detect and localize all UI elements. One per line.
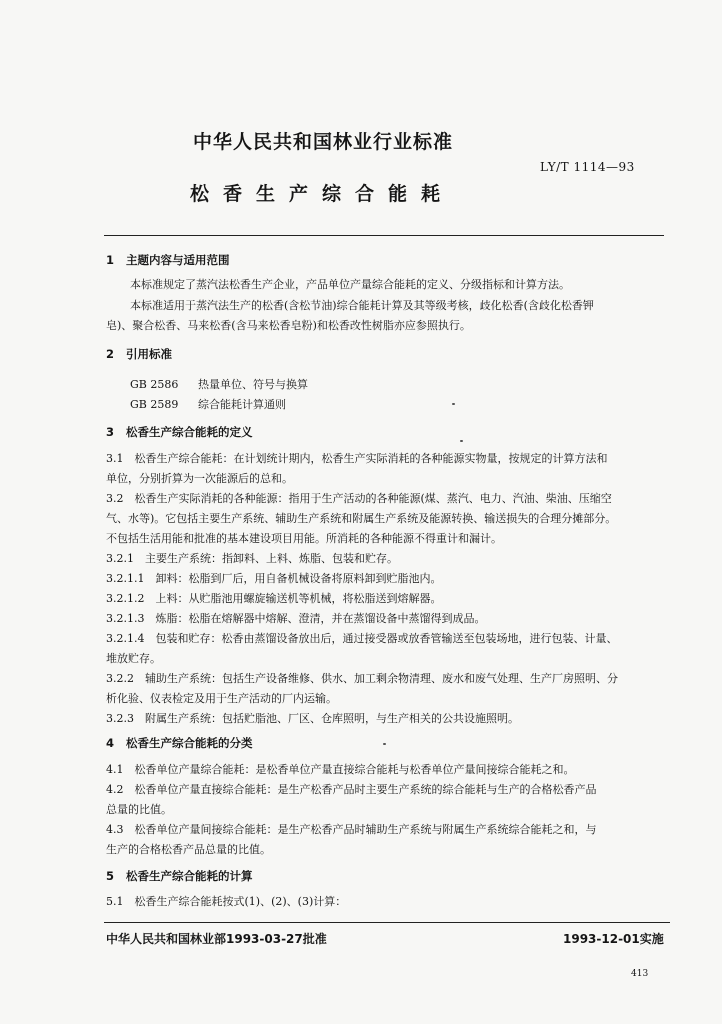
document-title: 松香生产综合能耗	[190, 183, 455, 205]
clause-text: 3.2.2 辅助生产系统：包括生产设备维修、供水、加工剩余物清理、废水和废气处理、生产厂房照明、分	[106, 672, 618, 685]
clause-text: 3.2.1.1 卸料：松脂到厂后，用自备机械设备将原料卸到贮脂池内。	[106, 572, 442, 585]
scan-speck	[460, 440, 463, 442]
section-number: 4	[106, 736, 115, 750]
clause-text: 3.2 松香生产实际消耗的各种能源：指用于生产活动的各种能源(煤、蒸汽、电力、汽油、柴油、压缩空	[106, 492, 612, 505]
standard-code: LY/T 1114—93	[540, 160, 635, 174]
reference-code: GB 2589	[130, 398, 179, 411]
section-number: 3	[106, 425, 115, 439]
paragraph: 本标准适用于蒸汽法生产的松香(含松节油)综合能耗计算及其等级考核，歧化松香(含歧化松香钾	[130, 299, 594, 312]
clause-text: 3.2.1.3 炼脂：松脂在熔解器中熔解、澄清，并在蒸馏设备中蒸馏得到成品。	[106, 612, 486, 625]
section-number: 2	[106, 347, 115, 361]
section-5-heading	[106, 868, 253, 884]
page-number: 413	[631, 969, 649, 979]
section-4-heading	[106, 735, 253, 751]
section-3-heading	[106, 424, 253, 440]
section-title: 主题内容与适用范围	[126, 253, 230, 267]
standard-name: 中华人民共和国林业行业标准	[193, 131, 454, 153]
clause-text: 3.2.1.4 包装和贮存：松香由蒸馏设备放出后，通过接受器或放香管输送至包装场地，进行包装、计量、	[106, 632, 618, 645]
scan-speck	[452, 403, 455, 405]
section-2-heading	[106, 346, 172, 362]
clause-text: 3.2.1 主要生产系统：指卸料、上料、炼脂、包装和贮存。	[106, 552, 398, 565]
clause-text: 堆放贮存。	[106, 652, 161, 665]
section-title: 松香生产综合能耗的定义	[126, 425, 253, 439]
paragraph: 本标准规定了蒸汽法松香生产企业，产品单位产量综合能耗的定义、分级指标和计算方法。	[130, 278, 570, 291]
clause-text: 4.3 松香单位产量间接综合能耗：是生产松香产品时辅助生产系统与附属生产系统综合能耗之和，与	[106, 823, 597, 836]
reference-item	[130, 396, 286, 412]
section-title: 松香生产综合能耗的计算	[126, 869, 253, 883]
reference-code: GB 2586	[130, 378, 179, 391]
implementation-date: 1993-12-01实施	[563, 932, 664, 946]
section-title: 引用标准	[126, 347, 172, 361]
clause-text: 析化验、仪表检定及用于生产活动的厂内运输。	[106, 692, 337, 705]
section-number: 5	[106, 869, 115, 883]
clause-text: 3.1 松香生产综合能耗：在计划统计期内，松香生产实际消耗的各种能源实物量，按规定的计算方法和	[106, 452, 608, 465]
paragraph: 皂)、聚合松香、马来松香(含马来松香皂粉)和松香改性树脂亦应参照执行。	[106, 319, 471, 332]
clause-text: 单位，分别折算为一次能源后的总和。	[106, 472, 293, 485]
reference-title: 热量单位、符号与换算	[198, 378, 308, 391]
reference-title: 综合能耗计算通则	[198, 398, 286, 411]
clause-text: 生产的合格松香产品总量的比值。	[106, 843, 271, 856]
clause-text: 3.2.3 附属生产系统：包括贮脂池、厂区、仓库照明，与生产相关的公共设施照明。	[106, 712, 519, 725]
section-1-heading	[106, 252, 230, 268]
clause-text: 不包括生活用能和批准的基本建设项目用能。所消耗的各种能源不得重计和漏计。	[106, 532, 502, 545]
scan-speck	[383, 743, 386, 745]
clause-text: 5.1 松香生产综合能耗按式(1)、(2)、(3)计算：	[106, 895, 347, 908]
clause-text: 气、水等)。它包括主要生产系统、辅助生产系统和附属生产系统及能源转换、输送损失的合理分摊部分。	[106, 512, 617, 525]
header-rule	[104, 235, 664, 236]
section-title: 松香生产综合能耗的分类	[126, 736, 253, 750]
clause-text: 4.1 松香单位产量综合能耗：是松香单位产量直接综合能耗与松香单位产量间接综合能耗之和。	[106, 763, 575, 776]
clause-text: 总量的比值。	[106, 803, 172, 816]
section-number: 1	[106, 253, 115, 267]
clause-text: 3.2.1.2 上料：从贮脂池用螺旋输送机等机械，将松脂送到熔解器。	[106, 592, 442, 605]
clause-text: 4.2 松香单位产量直接综合能耗：是生产松香产品时主要生产系统的综合能耗与生产的合格松香产品	[106, 783, 597, 796]
footer-rule	[104, 922, 670, 923]
approval-line: 中华人民共和国林业部1993-03-27批准	[106, 932, 327, 946]
reference-item	[130, 376, 308, 392]
